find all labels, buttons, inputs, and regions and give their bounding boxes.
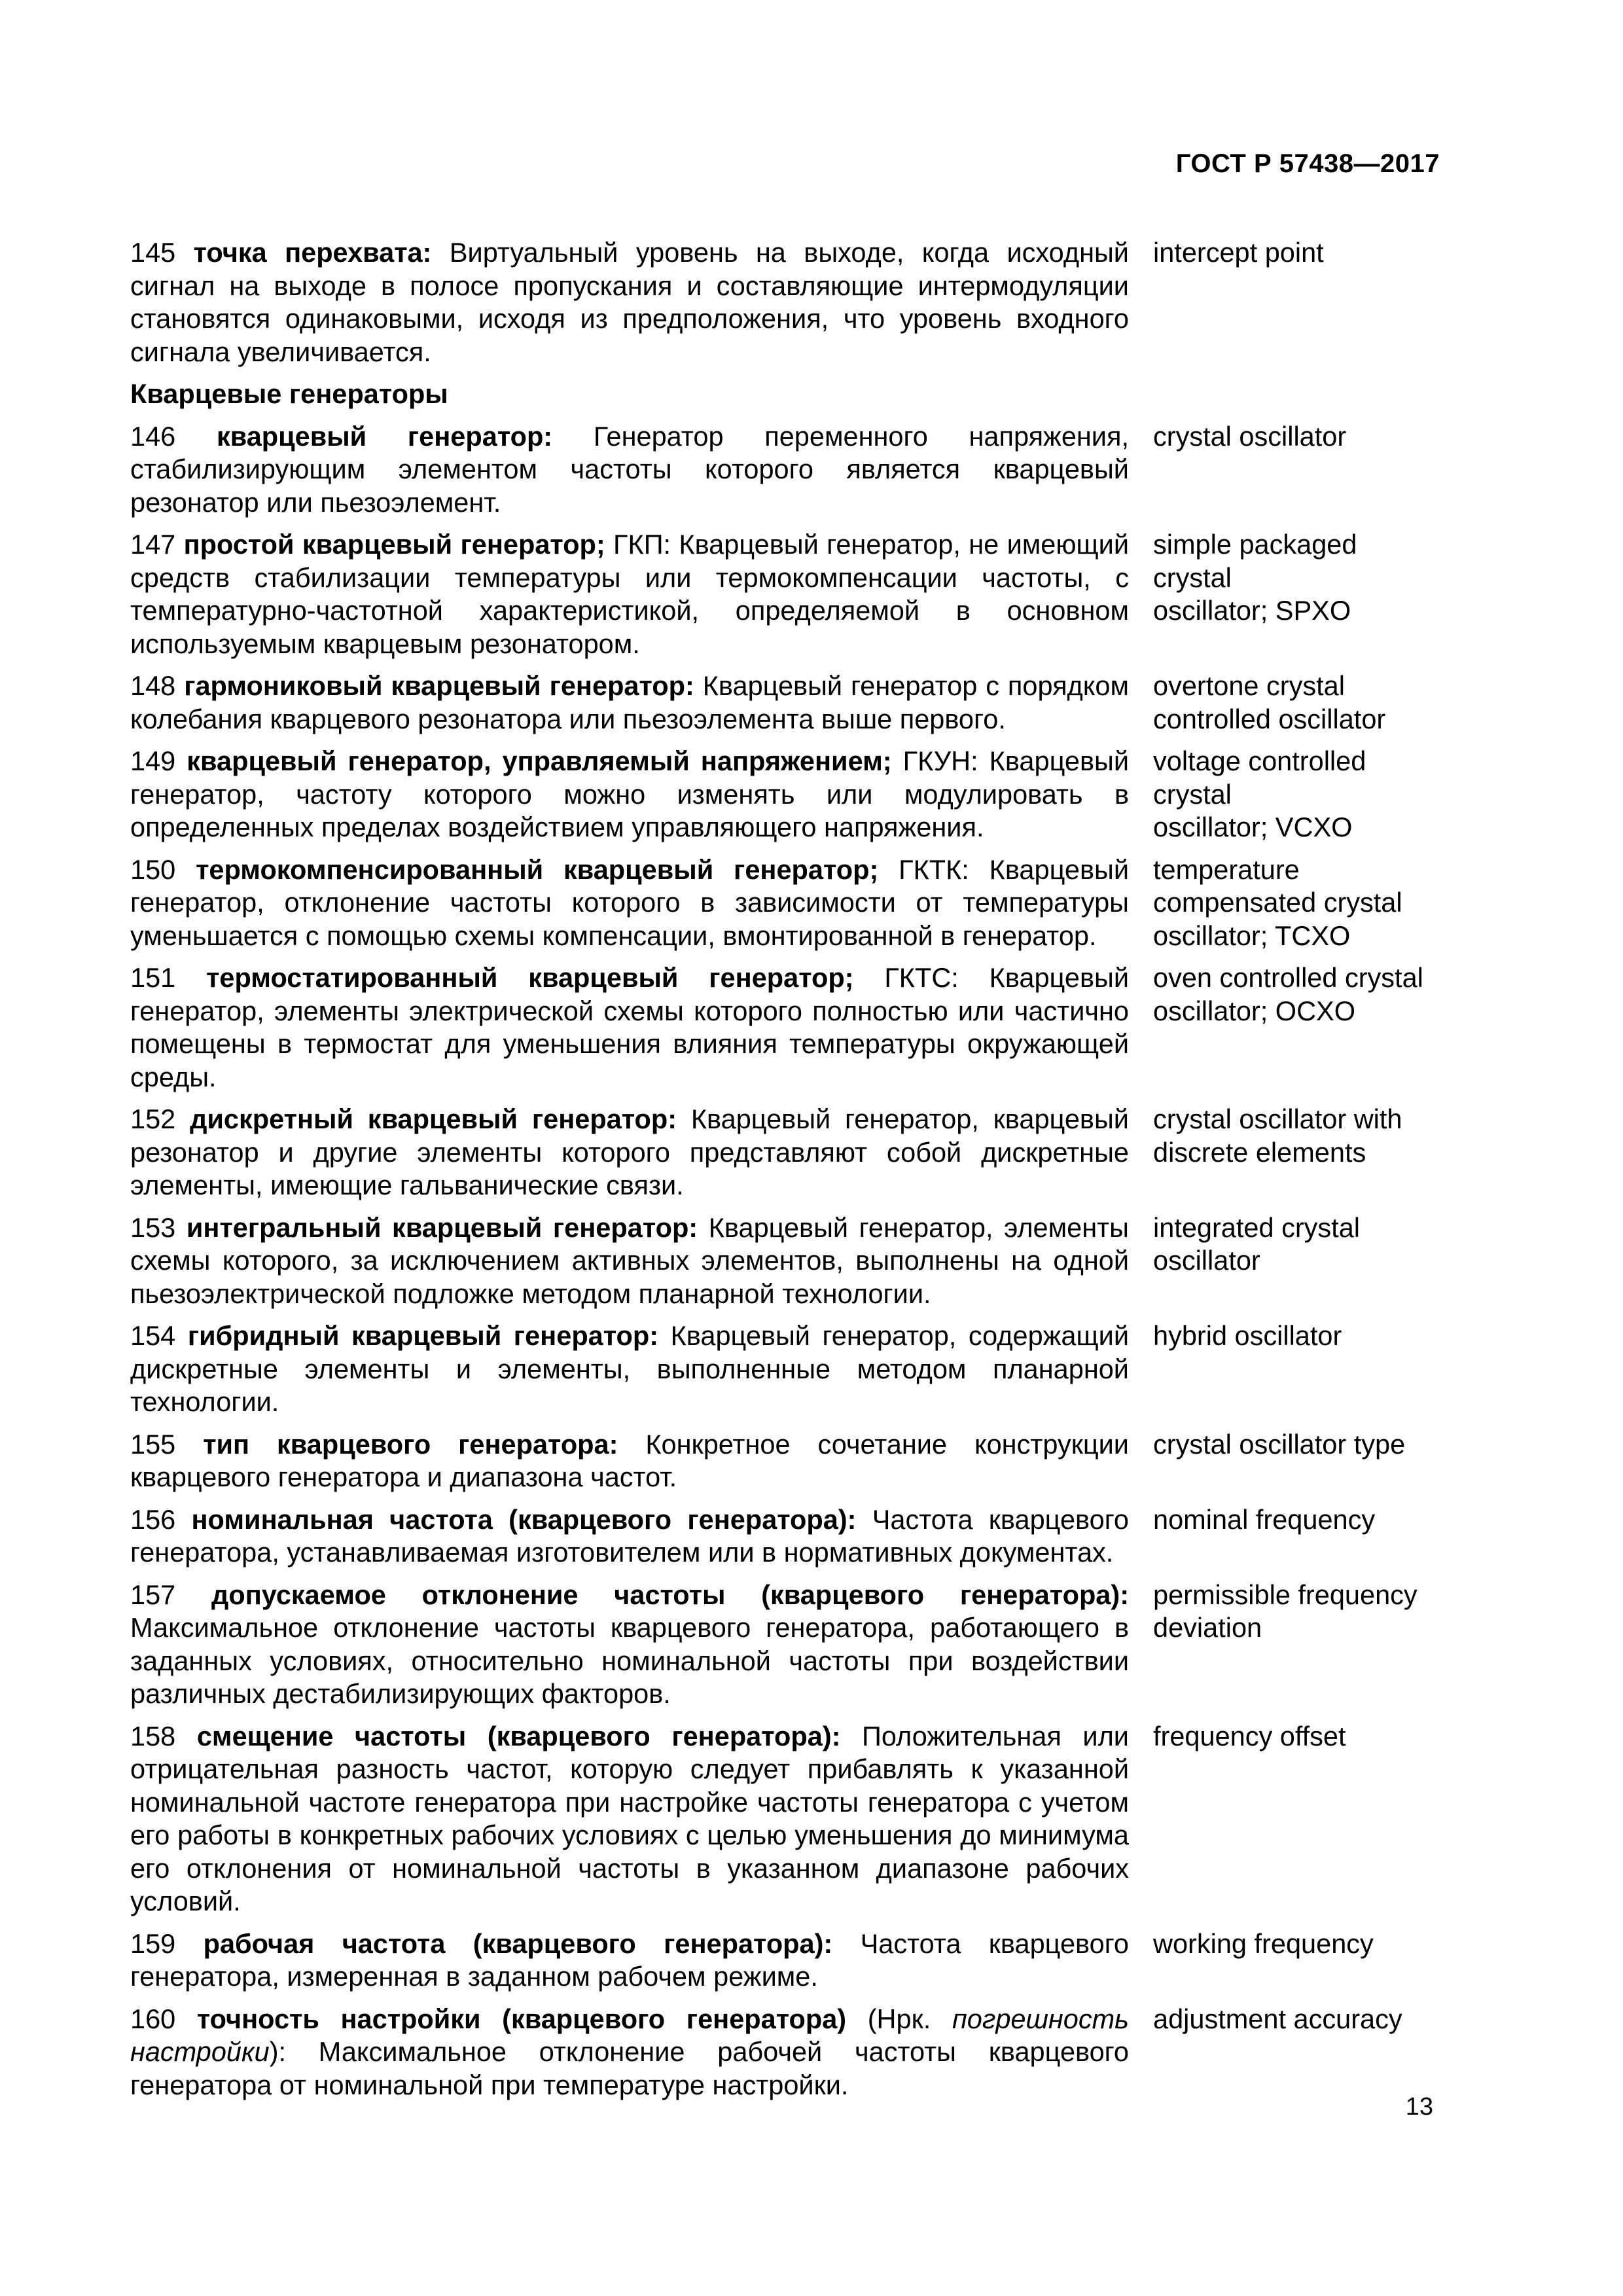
- term-text: Кварцевый генератор, элементы схемы которого, за исключением активных элементов, выполнены на одной пьезоэлектрической подложке методом планарной технологии.: [130, 1211, 1129, 1309]
- term-english: [1153, 1579, 1440, 1711]
- term-english-line: working frequency: [1153, 1928, 1374, 1959]
- term-definition: [130, 1928, 1129, 1994]
- term-english-line: crystal oscillator with: [1153, 1103, 1402, 1134]
- term-text-prefix: (Нрк.: [846, 2003, 952, 2034]
- term-title: гибридный кварцевый генератор:: [187, 1320, 659, 1351]
- term-entry: [130, 745, 1440, 844]
- term-title: номинальная частота (кварцевого генератора):: [191, 1503, 857, 1535]
- term-english-line: discrete elements: [1153, 1136, 1366, 1168]
- term-definition: [130, 670, 1129, 736]
- term-english: [1153, 1103, 1440, 1202]
- term-definition: [130, 853, 1129, 953]
- term-english-line: simple packaged: [1153, 529, 1357, 560]
- term-english: [1153, 420, 1440, 520]
- term-title: дискретный кварцевый генератор:: [190, 1103, 677, 1134]
- term-english-line: oven controlled crystal: [1153, 962, 1423, 993]
- term-english-line: deviation: [1153, 1612, 1262, 1643]
- term-text: Генератор переменного напряжения, стабилизирующим элементом частоты которого является кварцевый резонатор или пьезоэлемент.: [130, 420, 1129, 518]
- term-definition: [130, 1579, 1129, 1711]
- term-entry: [130, 1579, 1440, 1711]
- term-number: 160: [130, 2003, 176, 2034]
- term-text: Максимальное отклонение частоты кварцевого генератора, работающего в заданных условиях, относительно номинальной частоты при воздействии различных дестабилизирующих факторов.: [130, 1612, 1129, 1709]
- term-number: 157: [130, 1579, 176, 1610]
- term-number: 150: [130, 853, 176, 885]
- page-number: 13: [1405, 2093, 1433, 2121]
- term-english-line: oscillator: [1153, 1245, 1260, 1276]
- term-text: ): Максимальное отклонение рабочей частоты кварцевого генератора от номинальной при температуре настройки.: [130, 2036, 1129, 2100]
- term-text: Положительная или отрицательная разность частот, которую следует прибавлять к указанной номинальной частоте генератора при настройке частоты генератора с учетом его работы в конкретных рабочих условиях с целью уменьшения до минимума его отклонения от номинальной частоты в указанном диапазоне рабочих условий.: [130, 1720, 1129, 1916]
- terms-list: [130, 236, 1440, 2111]
- term-english-line: adjustment accuracy: [1153, 2003, 1402, 2034]
- term-english-line: oscillator; TCXO: [1153, 920, 1351, 951]
- term-english: [1153, 745, 1440, 844]
- term-number: 155: [130, 1428, 176, 1460]
- term-english: [1153, 853, 1440, 953]
- term-number: 145: [130, 237, 176, 268]
- term-english-line: permissible frequency: [1153, 1579, 1418, 1610]
- term-entry: [130, 1928, 1440, 1994]
- term-number: 158: [130, 1720, 176, 1751]
- term-definition: [130, 961, 1129, 1094]
- term-title: рабочая частота (кварцевого генератора):: [203, 1928, 833, 1959]
- term-title: тип кварцевого генератора:: [203, 1428, 618, 1460]
- term-definition: [130, 1319, 1129, 1419]
- term-entry: [130, 1103, 1440, 1202]
- term-number: 146: [130, 420, 176, 452]
- term-entry: [130, 528, 1440, 660]
- term-entry: [130, 236, 1440, 368]
- term-english-line: crystal oscillator: [1153, 420, 1347, 452]
- term-text: ГКТК: Кварцевый генератор, отклонение частоты которого в зависимости от температуры уменьшается с помощью схемы компенсации, вмонтированной в генератор.: [130, 853, 1130, 951]
- term-title: простой кварцевый генератор;: [183, 529, 605, 560]
- term-deprecated-synonym: погрешность настройки: [130, 2003, 1129, 2067]
- term-definition: [130, 1720, 1129, 1918]
- term-entry: [130, 961, 1440, 1094]
- term-definition: [130, 1103, 1129, 1202]
- term-english-line: temperature: [1153, 853, 1300, 885]
- term-entry: [130, 2003, 1440, 2102]
- term-english: [1153, 961, 1440, 1094]
- term-text: ГКП: Кварцевый генератор, не имеющий средств стабилизации температуры или термокомпенсации частоты, с температурно-частотной характеристикой, определяемой в основном используемым кварцевым резонатором.: [130, 529, 1129, 659]
- term-number: 149: [130, 745, 176, 776]
- term-english: [1153, 236, 1440, 368]
- term-text: Виртуальный уровень на выходе, когда исходный сигнал на выходе в полосе пропускания и составляющие интермодуляции становятся одинаковыми, исходя из предположения, что уровень входного сигнала увеличивается.: [130, 237, 1129, 367]
- term-number: 153: [130, 1211, 176, 1243]
- term-title: кварцевый генератор, управляемый напряжением;: [187, 745, 892, 776]
- term-text: Частота кварцевого генератора, устанавливаемая изготовителем или в нормативных документах.: [130, 1503, 1129, 1568]
- term-number: 154: [130, 1320, 176, 1351]
- term-definition: [130, 1503, 1129, 1570]
- term-english-line: controlled oscillator: [1153, 703, 1386, 734]
- term-english-line: frequency offset: [1153, 1720, 1346, 1751]
- term-definition: [130, 528, 1129, 660]
- term-entry: [130, 1211, 1440, 1311]
- term-text: Частота кварцевого генератора, измеренная в заданном рабочем режиме.: [130, 1928, 1129, 1992]
- term-english-line: oscillator; SPXO: [1153, 595, 1351, 626]
- term-entry: [130, 1319, 1440, 1419]
- term-definition: [130, 2003, 1129, 2102]
- term-english-line: crystal oscillator type: [1153, 1428, 1406, 1460]
- term-english: [1153, 528, 1440, 660]
- term-text: ГКТС: Кварцевый генератор, элементы электрической схемы которого полностью или частично помещены в термостат для уменьшения влияния температуры окружающей среды.: [130, 962, 1129, 1092]
- term-title: точка перехвата:: [193, 237, 432, 268]
- term-english: [1153, 670, 1440, 736]
- term-english-line: intercept point: [1153, 237, 1324, 268]
- term-definition: [130, 745, 1129, 844]
- term-english-line: crystal: [1153, 562, 1232, 593]
- term-definition: [130, 1428, 1129, 1494]
- term-definition: [130, 236, 1129, 368]
- term-number: 151: [130, 962, 176, 993]
- term-title: смещение частоты (кварцевого генератора):: [196, 1720, 841, 1751]
- term-entry: [130, 1503, 1440, 1570]
- term-english: [1153, 2003, 1440, 2102]
- term-english: [1153, 1720, 1440, 1918]
- term-entry: [130, 420, 1440, 520]
- term-english: [1153, 1428, 1440, 1494]
- term-english-line: integrated crystal: [1153, 1211, 1361, 1243]
- term-text: ГКУН: Кварцевый генератор, частоту которого можно изменять или модулировать в определенных пределах воздействием управляющего напряжения.: [130, 745, 1130, 842]
- term-definition: [130, 1211, 1129, 1311]
- term-entry: [130, 853, 1440, 953]
- term-title: точность настройки (кварцевого генератора): [196, 2003, 847, 2034]
- term-title: термостатированный кварцевый генератор;: [206, 962, 854, 993]
- term-number: 147: [130, 529, 176, 560]
- term-english-line: oscillator; OCXO: [1153, 995, 1356, 1026]
- term-english-line: compensated crystal: [1153, 887, 1402, 918]
- term-english: [1153, 1319, 1440, 1419]
- term-english: [1153, 1211, 1440, 1311]
- term-entry: [130, 670, 1440, 736]
- term-title: термокомпенсированный кварцевый генератор;: [196, 853, 879, 885]
- term-definition: [130, 420, 1129, 520]
- term-number: 159: [130, 1928, 176, 1959]
- term-text: Конкретное сочетание конструкции кварцевого генератора и диапазона частот.: [130, 1428, 1129, 1492]
- section-heading: Кварцевые генераторы: [130, 378, 448, 409]
- term-english-line: overtone crystal: [1153, 670, 1345, 701]
- term-english-line: crystal: [1153, 778, 1232, 810]
- term-text: Кварцевый генератор с порядком колебания кварцевого резонатора или пьезоэлемента выше первого.: [130, 670, 1129, 734]
- term-english: [1153, 1928, 1440, 1994]
- term-entry: [130, 1428, 1440, 1494]
- term-title: гармониковый кварцевый генератор:: [184, 670, 694, 701]
- term-english-line: oscillator; VCXO: [1153, 812, 1353, 842]
- term-entry: [130, 1720, 1440, 1918]
- term-english-line: hybrid oscillator: [1153, 1320, 1342, 1351]
- term-number: 156: [130, 1503, 176, 1535]
- term-number: 152: [130, 1103, 176, 1134]
- term-number: 148: [130, 670, 176, 701]
- term-english-line: nominal frequency: [1153, 1503, 1376, 1535]
- term-title: интегральный кварцевый генератор:: [186, 1211, 698, 1243]
- document-code-header: ГОСТ Р 57438—2017: [1175, 149, 1440, 178]
- term-english-line: voltage controlled: [1153, 745, 1366, 776]
- term-english: [1153, 1503, 1440, 1570]
- term-title: допускаемое отклонение частоты (кварцевого генератора):: [211, 1579, 1130, 1610]
- term-title: кварцевый генератор:: [216, 420, 553, 452]
- term-text: Кварцевый генератор, содержащий дискретные элементы и элементы, выполненные методом планарной технологии.: [130, 1320, 1129, 1417]
- term-text: Кварцевый генератор, кварцевый резонатор и другие элементы которого представляют собой дискретные элементы, имеющие гальванические связи.: [130, 1103, 1129, 1200]
